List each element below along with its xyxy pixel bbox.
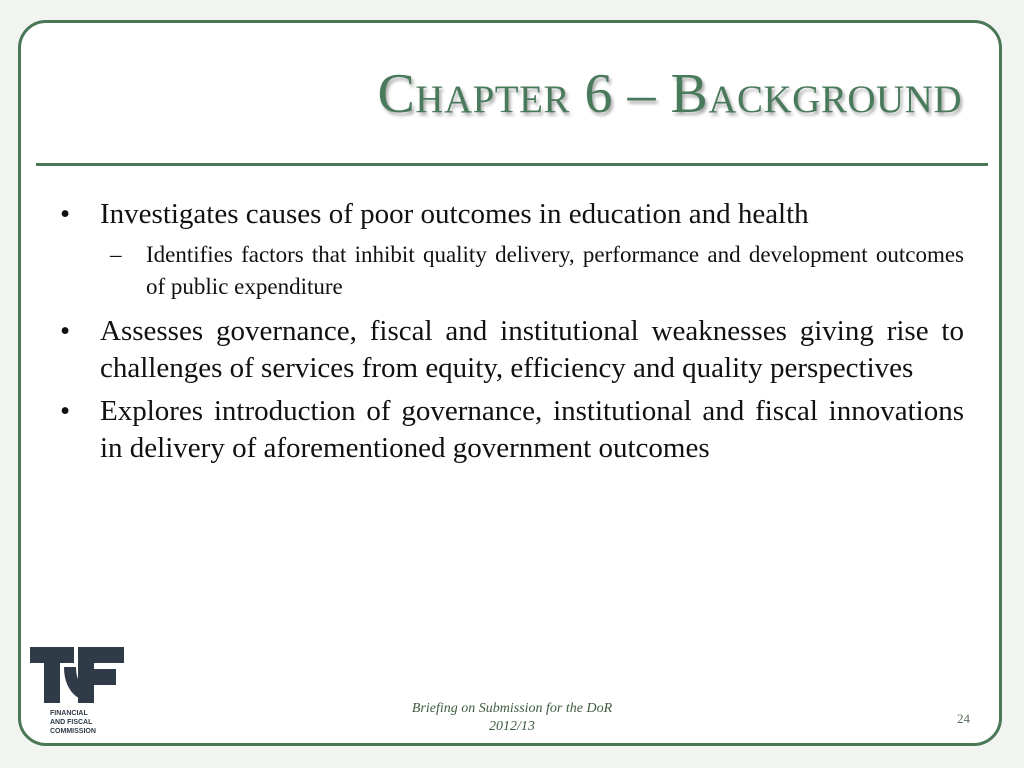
bullet-text: Explores introduction of governance, institutional and fiscal innovations in delivery of aforementioned government outcomes [100,395,964,464]
title-divider [36,163,988,166]
sub-bullet-item [58,239,964,303]
logo-caption-line: FINANCIAL [50,710,88,717]
footer-line: 2012/13 [489,719,535,734]
logo-caption-line: COMMISSION [50,728,96,735]
page-number: 24 [957,711,970,726]
slide-title: Chapter 6 – Background [377,63,962,125]
bullet-icon: • [60,395,71,427]
logo-caption-line: AND FISCAL [50,719,93,726]
bullet-item [58,196,964,233]
bullet-text: Assesses governance, fiscal and institutional weaknesses giving rise to challenges of services from equity, efficiency and quality perspectives [100,315,964,384]
slide-footer [362,700,662,736]
bullet-icon: • [60,315,71,347]
bullet-item [58,393,964,467]
bullet-text: Investigates causes of poor outcomes in education and health [100,198,809,230]
logo-caption [50,709,130,736]
dash-icon: – [110,242,122,267]
slide-body [58,196,964,473]
bullet-item [58,313,964,387]
bullet-icon: • [60,198,71,230]
sub-bullet-text: Identifies factors that inhibit quality delivery, performance and development outcomes of public expenditure [146,242,964,299]
footer-line: Briefing on Submission for the DoR [411,701,613,716]
